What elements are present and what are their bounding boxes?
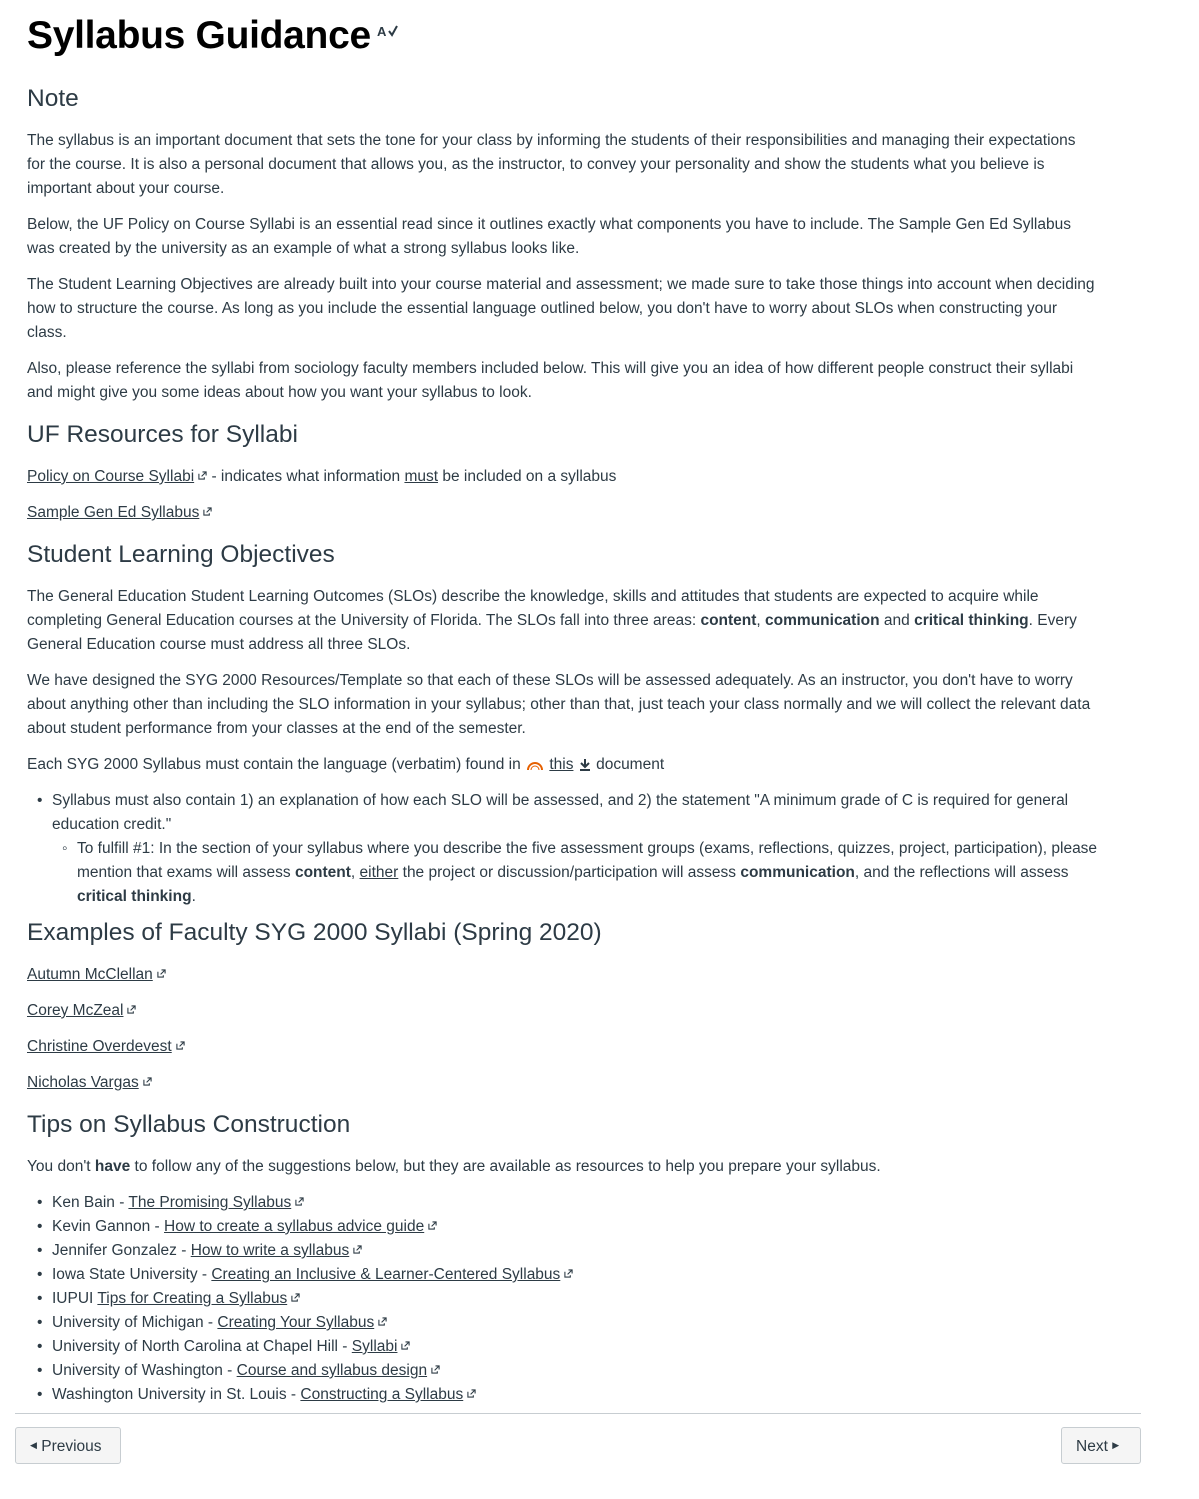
external-link-icon: [431, 1365, 440, 1374]
caret-right-icon: ▶: [1112, 1440, 1120, 1451]
sample-syllabus-link[interactable]: Sample Gen Ed Syllabus: [27, 504, 200, 521]
tip-link[interactable]: Creating an Inclusive & Learner-Centered Syllabus: [211, 1266, 561, 1283]
tip-link[interactable]: Constructing a Syllabus: [300, 1386, 464, 1403]
preview-icon[interactable]: [525, 758, 545, 772]
tips-intro: You don't have to follow any of the suggestions below, but they are available as resources to help you prepare your syllabus.: [27, 1158, 881, 1175]
resources-heading: UF Resources for Syllabi: [27, 421, 298, 448]
example-line: [27, 963, 1097, 987]
external-link-icon: [157, 969, 166, 978]
list-item: ◦ To fulfill #1: In the section of your syllabus where you describe the five assessment groups (exams, reflections, quizzes, project, participation), please mention that exams will assess content, either the project or discussion/participation will assess communication, and the reflections will assess critical thinking.: [77, 837, 1102, 909]
slo-bullet-list: [52, 789, 1102, 909]
external-link-icon: [401, 1341, 410, 1350]
slo-paragraph-3: Each SYG 2000 Syllabus must contain the language (verbatim) found in this document: [27, 756, 665, 773]
external-link-icon: [378, 1317, 387, 1326]
next-button[interactable]: Next ▶: [1061, 1427, 1141, 1464]
faculty-syllabus-link[interactable]: Autumn McClellan: [27, 966, 153, 983]
sample-line: [27, 501, 1097, 525]
list-item: • Kevin Gannon - How to create a syllabus advice guide: [52, 1215, 1102, 1239]
external-link-icon: [143, 1077, 152, 1086]
slo-paragraph-2: We have designed the SYG 2000 Resources/Template so that each of these SLOs will be assessed adequately. As an instructor, you don't have to worry about anything other than including the SLO information in your syllabus; other than that, just teach your class normally and we will collect the relevant data about student performance from your classes at the end of the semester.: [27, 672, 1091, 737]
slo-sub-list: [77, 837, 1102, 909]
tip-link[interactable]: Course and syllabus design: [236, 1362, 428, 1379]
page-title: Syllabus Guidance A: [27, 14, 399, 58]
accessibility-check-icon[interactable]: [377, 26, 399, 43]
external-link-icon: [564, 1269, 573, 1278]
faculty-syllabus-link[interactable]: Nicholas Vargas: [27, 1074, 139, 1091]
note-paragraph-2: Below, the UF Policy on Course Syllabi is an essential read since it outlines exactly what components you have to include. The Sample Gen Ed Syllabus was created by the university as an example of what a strong syllabus looks like.: [27, 216, 1071, 257]
examples-heading: Examples of Faculty SYG 2000 Syllabi (Spring 2020): [27, 919, 602, 946]
slo-heading: Student Learning Objectives: [27, 541, 335, 568]
external-link-icon: [203, 507, 212, 516]
faculty-syllabus-link[interactable]: Corey McZeal: [27, 1002, 124, 1019]
external-link-icon: [467, 1389, 476, 1398]
policy-line: Policy on Course Syllabi - indicates what information must be included on a syllabus: [27, 468, 617, 485]
list-item: • University of Washington - Course and syllabus design: [52, 1359, 1102, 1383]
tip-link[interactable]: How to create a syllabus advice guide: [164, 1218, 425, 1235]
external-link-icon: [353, 1245, 362, 1254]
list-item: • Syllabus must also contain 1) an explanation of how each SLO will be assessed, and 2) the statement "A minimum grade of C is required for general education credit." ◦ To fulfill #1: In the section of your syllabus where you describe the five assessment groups (exams, reflections, quizzes, project, participation), please mention that exams will assess content, either the project or discussion/participation will assess communication, and the reflections will assess critical thinking.: [52, 789, 1102, 909]
external-link-icon: [198, 471, 207, 480]
note-paragraph-3: The Student Learning Objectives are already built into your course material and assessment; we made sure to take those things into account when deciding how to structure the course. As long as you include the essential language outlined below, you don't have to worry about SLOs when constructing your class.: [27, 276, 1095, 341]
tip-link[interactable]: Tips for Creating a Syllabus: [97, 1290, 288, 1307]
tip-link[interactable]: The Promising Syllabus: [128, 1194, 292, 1211]
list-item: • Ken Bain - The Promising Syllabus: [52, 1191, 1102, 1215]
policy-link[interactable]: Policy on Course Syllabi: [27, 468, 195, 485]
list-item: • University of North Carolina at Chapel Hill - Syllabi: [52, 1335, 1102, 1359]
caret-left-icon: ◀: [30, 1440, 37, 1451]
list-item: • Iowa State University - Creating an Inclusive & Learner-Centered Syllabus: [52, 1263, 1102, 1287]
tip-link[interactable]: Syllabi: [351, 1338, 398, 1355]
note-heading: Note: [27, 85, 79, 112]
footer-divider: [15, 1413, 1141, 1414]
download-icon[interactable]: [578, 758, 592, 772]
faculty-syllabus-link[interactable]: Christine Overdevest: [27, 1038, 172, 1055]
list-item: • Jennifer Gonzalez - How to write a syllabus: [52, 1239, 1102, 1263]
external-link-icon: [295, 1197, 304, 1206]
example-line: [27, 999, 1097, 1023]
slo-document-link[interactable]: this: [549, 756, 574, 773]
svg-text:A: A: [376, 24, 386, 40]
tips-list: [52, 1191, 1102, 1407]
tips-heading: Tips on Syllabus Construction: [27, 1111, 351, 1138]
slo-paragraph-1: The General Education Student Learning Outcomes (SLOs) describe the knowledge, skills and attitudes that students are expected to acquire while completing General Education courses at the University of Florida. The SLOs fall into three areas: content, communication and critical thinking. Every General Education course must address all three SLOs.: [27, 588, 1077, 653]
list-item: • IUPUI Tips for Creating a Syllabus: [52, 1287, 1102, 1311]
external-link-icon: [127, 1005, 136, 1014]
example-line: [27, 1071, 1097, 1095]
external-link-icon: [428, 1221, 437, 1230]
list-item: • Washington University in St. Louis - Constructing a Syllabus: [52, 1383, 1102, 1407]
external-link-icon: [176, 1041, 185, 1050]
note-paragraph-1: The syllabus is an important document that sets the tone for your class by informing the students of their responsibilities and managing their expectations for the course. It is also a personal document that allows you, as the instructor, to convey your personality and show the students what you believe is important about your course.: [27, 132, 1076, 197]
external-link-icon: [291, 1293, 300, 1302]
tip-link[interactable]: Creating Your Syllabus: [217, 1314, 375, 1331]
list-item: • University of Michigan - Creating Your Syllabus: [52, 1311, 1102, 1335]
previous-button[interactable]: ◀ Previous: [15, 1427, 121, 1464]
tip-link[interactable]: How to write a syllabus: [190, 1242, 350, 1259]
note-paragraph-4: Also, please reference the syllabi from sociology faculty members included below. This will give you an idea of how different people construct their syllabi and might give you some ideas about how you want your syllabus to look.: [27, 360, 1074, 401]
example-line: [27, 1035, 1097, 1059]
